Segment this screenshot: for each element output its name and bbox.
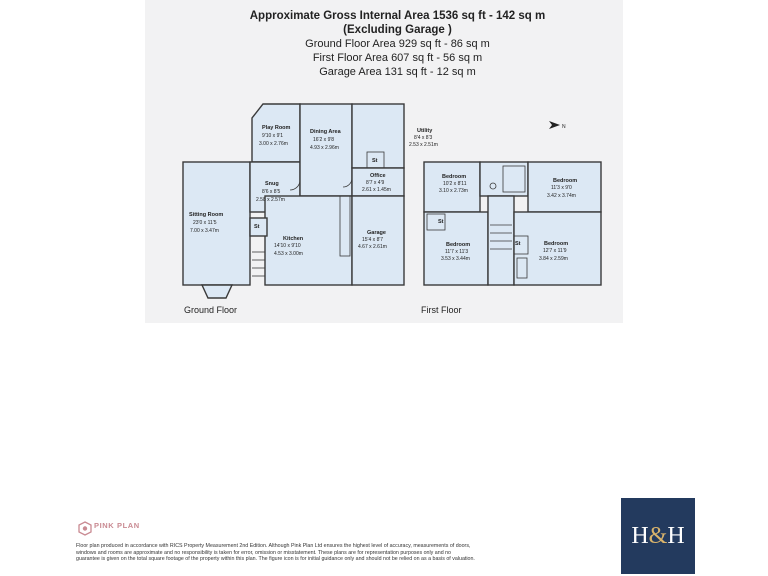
play-room-label: Play Room [262,125,291,131]
sitting-store-label: St [254,224,260,230]
office-dim-metric: 2.61 x 1.45m [362,187,391,193]
gross-area-title: Approximate Gross Internal Area 1536 sq ft - 142 sq m [249,10,546,22]
play-room-dim-imperial: 9'10 x 9'1 [262,133,284,139]
bedroom-1-dim-imperial: 10'2 x 8'11 [443,181,467,187]
landing-area [488,196,514,285]
sitting-room-label: Sitting Room [189,212,224,218]
bedroom-1-dim-metric: 3.10 x 2.73m [439,188,468,194]
ground-floor-plan [183,104,404,298]
sitting-room-dim-imperial: 23'0 x 11'5 [193,220,217,226]
kitchen-label: Kitchen [283,236,304,242]
store-a-label: St [438,219,444,225]
utility-area [352,104,404,168]
bedroom-1-label: Bedroom [442,174,467,180]
utility-store-label: St [372,158,378,164]
garage-label: Garage [367,230,386,236]
disclaimer-text: Floor plan produced in accordance with RICS Property Measurement 2nd Edition. Although Pink Plan Ltd ensures the highest level of accuracy, measurements of doors, windows and rooms are approximate and no responsibility is taken for error, omission or misstatement. These plans are for representation purposes only and no guarantee is given on the total square footage of the property within this plan. The figure icon is for initial guidance only and should not be relied on as a basis of valuation. [76,543,475,563]
pink-plan-text: PINK PLAN [94,521,140,530]
snug-dim-imperial: 8'6 x 8'5 [262,189,281,195]
garage-area: Garage Area 131 sq ft - 12 sq m [319,66,476,78]
excluding-garage-note: (Excluding Garage ) [343,24,452,36]
north-arrow-icon [549,121,566,130]
office-label: Office [370,173,386,179]
kitchen-dim-metric: 4.53 x 3.00m [274,251,303,257]
store-b-label: St [515,241,521,247]
play-room-dim-metric: 3.00 x 2.76m [259,141,288,147]
ground-floor-label: Ground Floor [184,305,238,315]
h-and-h-logo [621,498,695,574]
bedroom-3-label: Bedroom [446,242,471,248]
hh-right-letter: H [667,522,685,549]
snug-label: Snug [265,181,279,187]
bedroom-3-dim-imperial: 11'7 x 11'3 [445,249,469,255]
bedroom-4-dim-metric: 3.84 x 2.59m [539,256,568,262]
snug-dim-metric: 2.58 x 2.57m [256,197,285,203]
dining-dim-imperial: 16'2 x 9'8 [313,137,335,143]
utility-dim-metric: 2.53 x 2.51m [409,142,438,148]
pink-plan-brand [76,521,140,530]
utility-label: Utility [417,128,433,134]
garage-dim-imperial: 15'4 x 8'7 [362,237,384,243]
bedroom-2-dim-imperial: 11'3 x 9'0 [551,185,572,191]
office-dim-imperial: 8'7 x 4'9 [366,180,385,186]
bedroom-1-area [424,162,480,212]
bedroom-3-dim-metric: 3.53 x 3.44m [441,256,470,262]
bedroom-4-label: Bedroom [544,241,569,247]
garage-dim-metric: 4.67 x 2.61m [358,244,387,250]
dining-label: Dining Area [310,129,341,135]
sitting-room-bay-window [202,285,232,298]
bedroom-2-dim-metric: 3.42 x 3.74m [547,193,576,199]
kitchen-area [265,196,352,285]
kitchen-dim-imperial: 14'10 x 9'10 [274,243,301,249]
first-floor-area: First Floor Area 607 sq ft - 56 sq m [312,52,483,64]
utility-dim-imperial: 8'4 x 8'3 [414,135,433,141]
sitting-room-dim-metric: 7.00 x 3.47m [190,228,219,234]
hh-ampersand: & [648,522,668,549]
dining-dim-metric: 4.93 x 2.96m [310,145,339,151]
ground-floor-area: Ground Floor Area 929 sq ft - 86 sq m [305,38,490,50]
first-floor-label: First Floor [421,305,462,315]
north-label: N [562,124,566,130]
bedroom-4-dim-imperial: 12'7 x 11'9 [543,248,567,254]
bathroom-area [480,162,528,196]
bedroom-2-label: Bedroom [553,178,578,184]
hh-left-letter: H [631,522,649,549]
